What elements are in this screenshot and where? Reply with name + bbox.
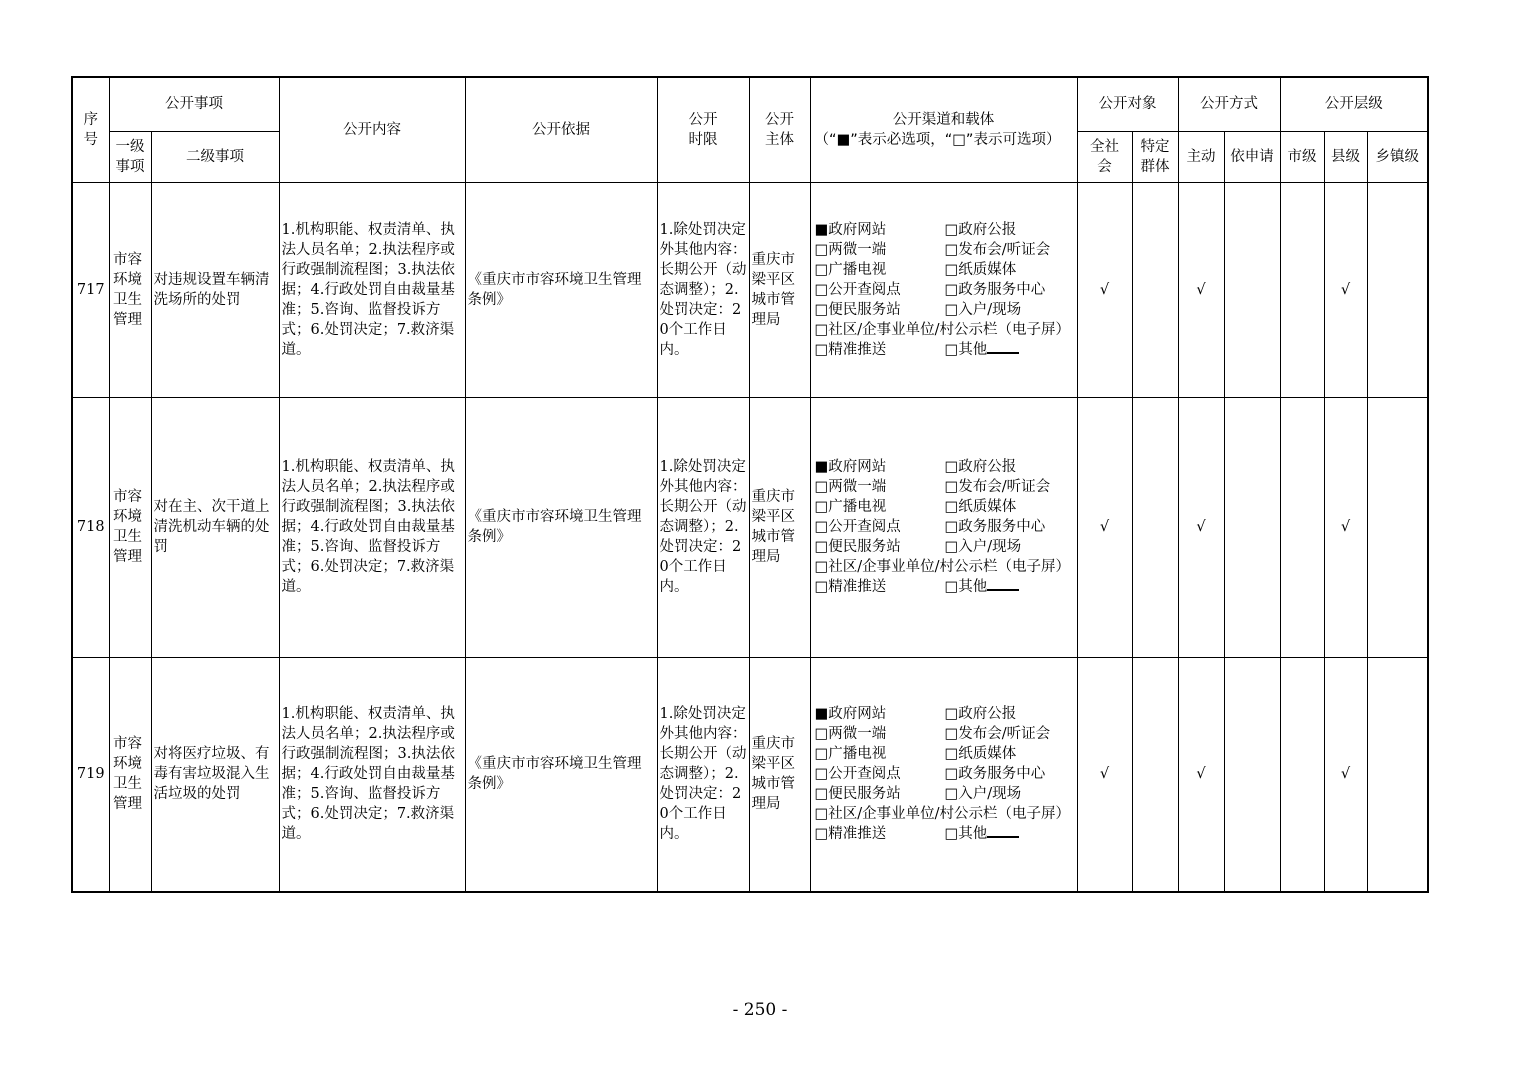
fill-in-blank-line	[987, 577, 1019, 591]
cell-level-county: √	[1324, 657, 1367, 892]
cell-level-town	[1367, 182, 1428, 397]
channel-option: □政务服务中心	[944, 281, 1046, 298]
header-subject: 公开主体	[749, 77, 810, 182]
channel-option: □入户/现场	[944, 301, 1022, 318]
channel-option: □广播电视	[814, 746, 887, 763]
cell-seq: 718	[72, 397, 109, 657]
cell-method-active: √	[1178, 182, 1224, 397]
channel-option: □广播电视	[814, 261, 887, 278]
channel-option: □纸质媒体	[944, 746, 1017, 763]
cell-channels	[810, 182, 1077, 397]
cell-level-city	[1280, 182, 1324, 397]
header-level1: 一级事项	[109, 131, 151, 182]
header-method-active: 主动	[1178, 131, 1224, 182]
cell-object-all: √	[1077, 397, 1132, 657]
channel-row	[815, 744, 1073, 764]
cell-method-apply	[1224, 182, 1280, 397]
cell-level2: 对违规设置车辆清洗场所的处罚	[151, 182, 279, 397]
cell-level1	[109, 397, 151, 657]
channel-option: □入户/现场	[944, 539, 1022, 555]
channel-option: □精准推送	[814, 341, 887, 358]
channel-option: □纸质媒体	[944, 261, 1017, 278]
channel-option: □发布会/听证会	[944, 479, 1051, 495]
channel-option: □政府公报	[944, 221, 1017, 238]
header-channel	[810, 77, 1077, 182]
table-row	[72, 397, 1428, 657]
channel-row	[815, 824, 1073, 844]
channel-option: □两微一端	[814, 241, 887, 258]
channel-option: □发布会/听证会	[944, 726, 1051, 743]
header-content: 公开内容	[279, 77, 465, 182]
cell-seq: 717	[72, 182, 109, 397]
fill-in-blank-line	[987, 824, 1019, 838]
cell-level1-text: 市容环境卫生管理	[113, 489, 142, 565]
cell-deadline: 1.除处罚决定外其他内容：长期公开（动态调整）；2.处罚决定：20个工作日内。	[657, 657, 749, 892]
header-item-group: 公开事项	[109, 77, 279, 131]
channel-option: □便民服务站	[814, 539, 901, 555]
header-channel-title: 公开渠道和载体	[892, 111, 995, 128]
channel-option: □社区/企事业单位/村公示栏（电子屏）	[814, 806, 1070, 823]
channel-option: □其他	[944, 341, 988, 358]
channel-option: □入户/现场	[944, 786, 1022, 803]
cell-seq: 719	[72, 657, 109, 892]
cell-level1-text: 市容环境卫生管理	[113, 736, 142, 813]
channel-option: □公开查阅点	[814, 766, 901, 783]
channel-row	[815, 477, 1073, 497]
header-basis: 公开依据	[465, 77, 657, 182]
channel-option: □公开查阅点	[814, 281, 901, 298]
channel-row	[815, 260, 1073, 280]
channel-option: □政府公报	[944, 459, 1017, 475]
cell-deadline: 1.除处罚决定外其他内容：长期公开（动态调整）；2.处罚决定：20个工作日内。	[657, 397, 749, 657]
cell-content: 1.机构职能、权责清单、执法人员名单；2.执法程序或行政强制流程图；3.执法依据；4.行政处罚自由裁量基准；5.咨询、监督投诉方式；6.处罚决定；7.救济渠道。	[279, 182, 465, 397]
channel-option: ■政府网站	[814, 459, 887, 475]
channel-row	[815, 457, 1073, 477]
cell-object-all: √	[1077, 657, 1132, 892]
channel-row	[815, 220, 1073, 240]
table-row	[72, 657, 1428, 892]
cell-level-county: √	[1324, 397, 1367, 657]
channel-option: □便民服务站	[814, 301, 901, 318]
header-method-group: 公开方式	[1178, 77, 1280, 131]
cell-method-apply	[1224, 657, 1280, 892]
cell-channels	[810, 657, 1077, 892]
cell-method-active: √	[1178, 657, 1224, 892]
channel-option: □社区/企事业单位/村公示栏（电子屏）	[814, 321, 1070, 338]
header-seq: 序号	[72, 77, 109, 182]
channel-option: □政府公报	[944, 706, 1017, 723]
channel-row	[815, 764, 1073, 784]
cell-content: 1.机构职能、权责清单、执法人员名单；2.执法程序或行政强制流程图；3.执法依据；4.行政处罚自由裁量基准；5.咨询、监督投诉方式；6.处罚决定；7.救济渠道。	[279, 397, 465, 657]
channel-option: ■政府网站	[814, 706, 887, 723]
cell-level2: 对将医疗垃圾、有毒有害垃圾混入生活垃圾的处罚	[151, 657, 279, 892]
channel-option: □公开查阅点	[814, 519, 901, 535]
channel-option: □便民服务站	[814, 786, 901, 803]
cell-level1-text: 市容环境卫生管理	[113, 251, 142, 328]
channel-option: □发布会/听证会	[944, 241, 1051, 258]
channel-option: □其他	[944, 579, 988, 595]
cell-deadline: 1.除处罚决定外其他内容：长期公开（动态调整）；2.处罚决定：20个工作日内。	[657, 182, 749, 397]
header-level-group: 公开层级	[1280, 77, 1428, 131]
channel-option: □精准推送	[814, 579, 887, 595]
cell-level-city	[1280, 657, 1324, 892]
channel-row	[815, 784, 1073, 804]
cell-method-apply	[1224, 397, 1280, 657]
channel-row	[815, 497, 1073, 517]
header-channel-note: （“■”表示必选项，“□”表示可选项）	[814, 131, 1061, 148]
cell-object-specific	[1132, 657, 1178, 892]
channel-option: □两微一端	[814, 726, 887, 743]
cell-basis: 《重庆市市容环境卫生管理条例》	[465, 397, 657, 657]
header-method-apply: 依申请	[1224, 131, 1280, 182]
cell-method-active: √	[1178, 397, 1224, 657]
cell-subject: 重庆市梁平区城市管理局	[749, 657, 810, 892]
cell-level1	[109, 182, 151, 397]
header-object-specific: 特定群体	[1132, 131, 1178, 182]
table-row	[72, 182, 1428, 397]
cell-level-town	[1367, 657, 1428, 892]
channel-row	[815, 340, 1073, 360]
cell-level2: 对在主、次干道上清洗机动车辆的处罚	[151, 397, 279, 657]
header-level-town: 乡镇级	[1367, 131, 1428, 182]
cell-level-city	[1280, 397, 1324, 657]
channel-row	[815, 537, 1073, 557]
channel-row	[815, 577, 1073, 597]
disclosure-table	[71, 76, 1429, 893]
channel-row	[815, 517, 1073, 537]
cell-level1	[109, 657, 151, 892]
header-deadline: 公开时限	[657, 77, 749, 182]
channel-option: □社区/企事业单位/村公示栏（电子屏）	[814, 559, 1070, 575]
channel-option: □两微一端	[814, 479, 887, 495]
header-level-city: 市级	[1280, 131, 1324, 182]
cell-level-county: √	[1324, 182, 1367, 397]
channel-option: □政务服务中心	[944, 519, 1046, 535]
channel-row	[815, 704, 1073, 724]
cell-level-town	[1367, 397, 1428, 657]
header-object-all: 全社会	[1077, 131, 1132, 182]
channel-option: ■政府网站	[814, 221, 887, 238]
channel-row	[815, 280, 1073, 300]
cell-object-specific	[1132, 397, 1178, 657]
cell-object-all: √	[1077, 182, 1132, 397]
header-level-county: 县级	[1324, 131, 1367, 182]
channel-option: □政务服务中心	[944, 766, 1046, 783]
channel-option: □纸质媒体	[944, 499, 1017, 515]
channel-row	[815, 724, 1073, 744]
table-body	[72, 182, 1428, 892]
cell-subject: 重庆市梁平区城市管理局	[749, 397, 810, 657]
cell-basis: 《重庆市市容环境卫生管理条例》	[465, 182, 657, 397]
header-level2: 二级事项	[151, 131, 279, 182]
cell-basis: 《重庆市市容环境卫生管理条例》	[465, 657, 657, 892]
channel-row	[815, 300, 1073, 320]
channel-option: □精准推送	[814, 826, 887, 843]
cell-object-specific	[1132, 182, 1178, 397]
channel-option: □广播电视	[814, 499, 887, 515]
channel-row	[815, 240, 1073, 260]
page-number: - 250 -	[732, 1000, 788, 1020]
fill-in-blank-line	[987, 340, 1019, 354]
cell-content: 1.机构职能、权责清单、执法人员名单；2.执法程序或行政强制流程图；3.执法依据；4.行政处罚自由裁量基准；5.咨询、监督投诉方式；6.处罚决定；7.救济渠道。	[279, 657, 465, 892]
cell-channels	[810, 397, 1077, 657]
cell-subject: 重庆市梁平区城市管理局	[749, 182, 810, 397]
channel-option: □其他	[944, 826, 988, 843]
header-object-group: 公开对象	[1077, 77, 1178, 131]
